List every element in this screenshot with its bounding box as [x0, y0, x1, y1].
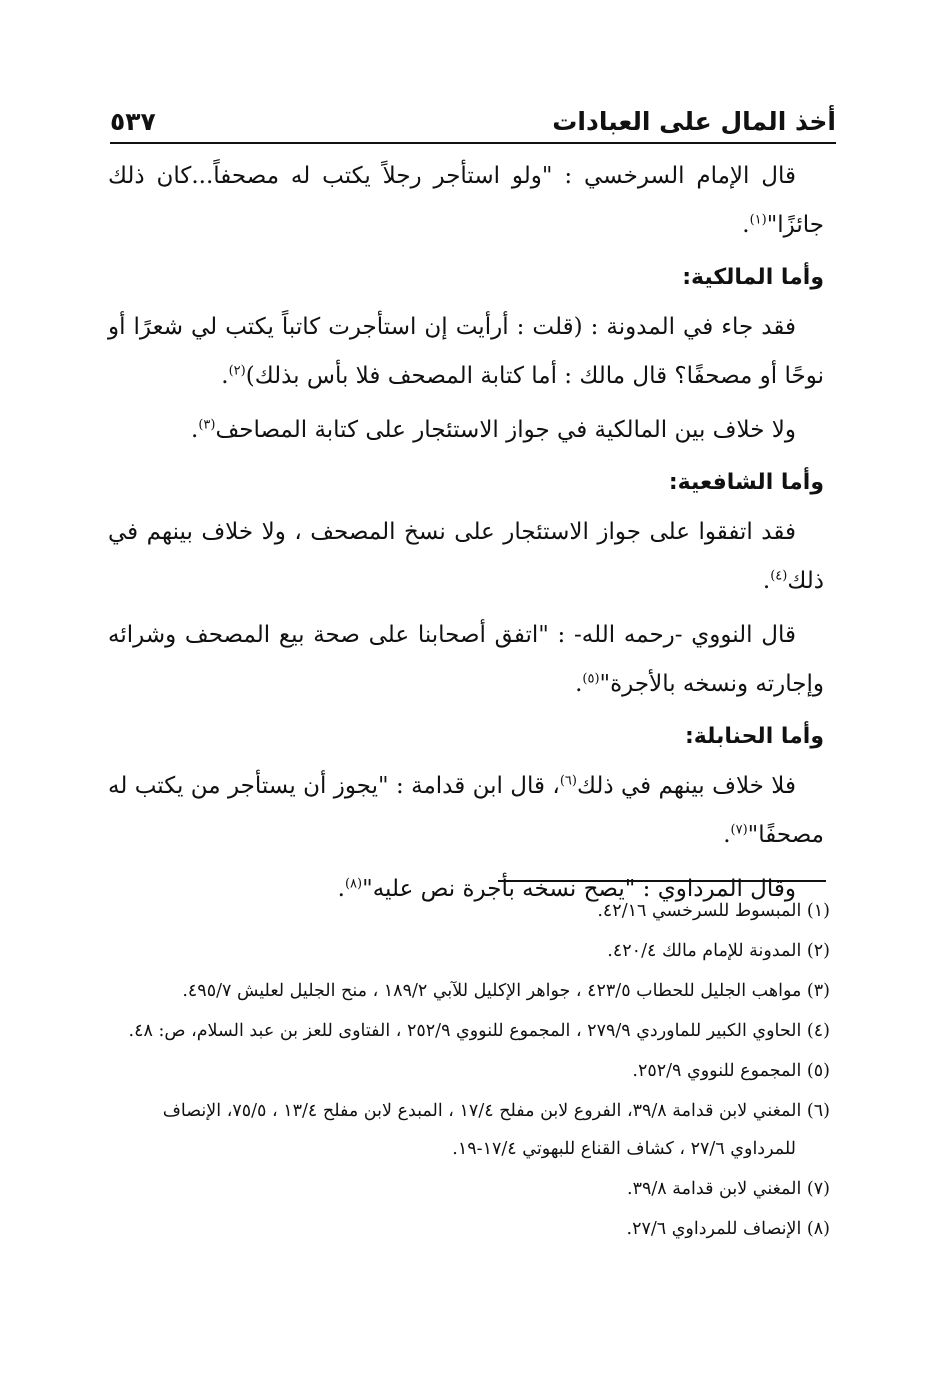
- section-heading-hanabila: وأما الحنابلة:: [684, 724, 824, 749]
- paragraph-sarakhsi: قال الإمام السرخسي : "ولو استأجر رجلاً يكتب له مصحفاً...كان ذلك جائزًا"$^{(١)}$.: [108, 163, 824, 238]
- footnote: (١) المبسوط للسرخسي ٤٢/١٦.: [597, 901, 830, 921]
- footnote-ref: (٨): [344, 876, 363, 892]
- paragraph-no-disagreement-maliki: ولا خلاف بين المالكية في جواز الاستئجار على كتابة المصاحف$^{(٣)}$.: [191, 417, 796, 443]
- footnote-ref: (٦): [559, 773, 577, 789]
- footnotes: [108, 892, 830, 1250]
- footnote: (٥) المجموع للنووي ٢٥٢/٩.: [632, 1061, 830, 1081]
- paragraph-mardawi: وقال المرداوي : "يصح نسخه بأجرة نص عليه"$^{(٨)}$.: [337, 876, 796, 902]
- running-head: أخذ المال على العبادات: [552, 107, 836, 136]
- footnote: (٨) الإنصاف للمرداوي ٢٧/٦.: [626, 1219, 830, 1239]
- section-heading-shafiiyya: وأما الشافعية:: [668, 470, 824, 495]
- footnote-ref: (٣): [198, 417, 216, 433]
- footnote-ref: (٧): [730, 822, 748, 838]
- footnote: (٣) مواهب الجليل للحطاب ٤٢٣/٥ ، جواهر الإكليل للآبي ١٨٩/٢ ، منح الجليل لعليش ٤٩٥/٧.: [182, 981, 830, 1001]
- footnote-ref: (٥): [582, 671, 600, 687]
- footnote: (٧) المغني لابن قدامة ٣٩/٨.: [627, 1179, 830, 1199]
- paragraph-mudawwana: فقد جاء في المدونة : (قلت : أرأيت إن استأجرت كاتباً يكتب لي شعرًا أو نوحًا أو مصحفًا؟ قال مالك : أما كتابة المصحف فلا بأس بذلك)$^{(٢)}$.: [108, 314, 824, 389]
- footnote: (٦) المغني لابن قدامة ٣٩/٨، الفروع لابن مفلح ١٧/٤ ، المبدع لابن مفلح ١٣/٤ ، ٧٥/٥، الإنصاف للمرداوي ٢٧/٦ ، كشاف القناع للبهوتي ١٧/٤-١٩.: [162, 1101, 830, 1159]
- footnote: (٢) المدونة للإمام مالك ٤٢٠/٤.: [607, 941, 830, 961]
- section-heading-malikiyya: وأما المالكية:: [682, 265, 824, 290]
- footnote-ref: (٤): [770, 568, 788, 584]
- paragraph-ibn-qudama: فلا خلاف بينهم في ذلك$^{(٦)}$، قال ابن قدامة : "يجوز أن يستأجر من يكتب له مصحفًا"$^{(٧)}$.: [108, 773, 824, 848]
- page-number: ٥٣٧: [110, 107, 156, 136]
- footnote-ref: (١): [749, 212, 767, 228]
- footnote-ref: (٢): [228, 363, 246, 379]
- page-header: [110, 96, 836, 144]
- footnote-separator: [498, 880, 826, 882]
- paragraph-nawawi: قال النووي -رحمه الله- : "اتفق أصحابنا على صحة بيع المصحف وشرائه وإجارته ونسخه بالأجرة"$^{(٥)}$.: [108, 622, 824, 697]
- main-text: [108, 152, 824, 919]
- paragraph-shafii-agreement: فقد اتفقوا على جواز الاستئجار على نسخ المصحف ، ولا خلاف بينهم في ذلك$^{(٤)}$.: [108, 519, 824, 594]
- footnote: (٤) الحاوي الكبير للماوردي ٢٧٩/٩ ، المجموع للنووي ٢٥٢/٩ ، الفتاوى للعز بن عبد السلام، ص: ٤٨.: [128, 1021, 830, 1041]
